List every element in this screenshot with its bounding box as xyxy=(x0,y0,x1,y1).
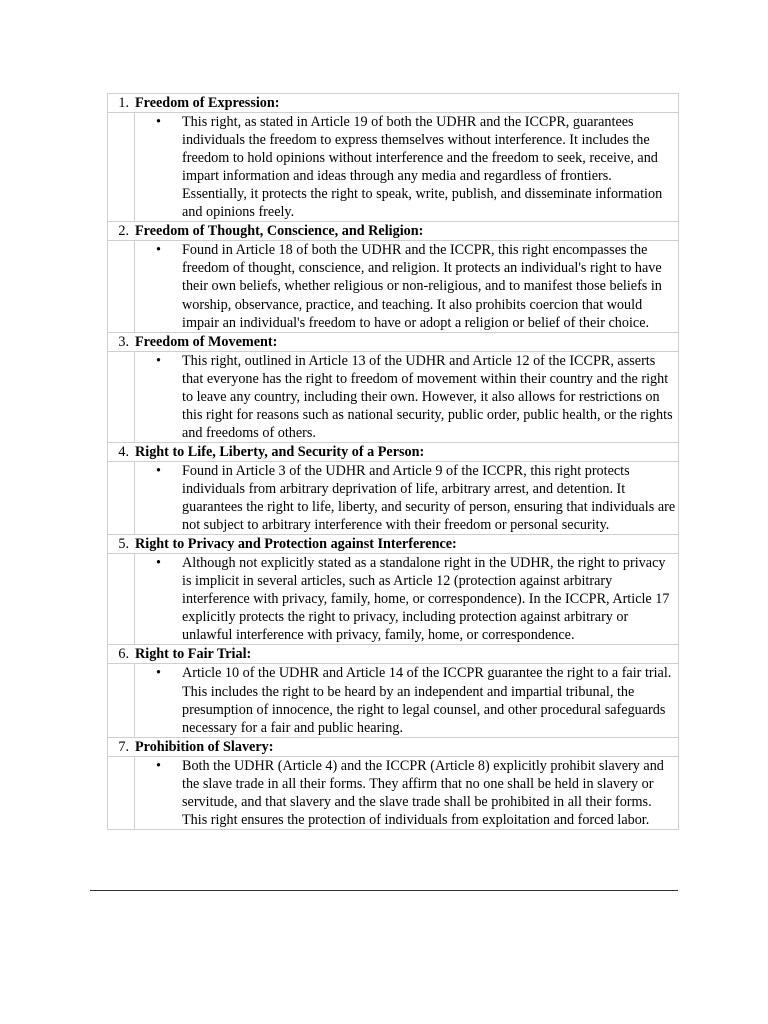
item-body-cell xyxy=(135,664,679,737)
item-body-row xyxy=(108,664,679,737)
item-heading-row xyxy=(108,535,679,554)
rights-table xyxy=(107,93,679,830)
bullet-icon: • xyxy=(156,114,161,131)
table-bottom-rule xyxy=(90,890,678,891)
item-number: 5. xyxy=(118,536,129,553)
bullet-icon: • xyxy=(156,462,161,479)
bullet-icon: • xyxy=(156,665,161,682)
item-title: Freedom of Thought, Conscience, and Religion: xyxy=(135,223,424,240)
bullet-item xyxy=(135,554,678,644)
item-indent-cell xyxy=(108,351,135,442)
item-indent-cell xyxy=(108,461,135,534)
item-number: 3. xyxy=(118,333,129,350)
item-indent-cell xyxy=(108,664,135,737)
bullet-item xyxy=(135,113,678,221)
bullet-item xyxy=(135,241,678,331)
item-body-row xyxy=(108,756,679,829)
item-number: 1. xyxy=(118,95,129,111)
item-heading xyxy=(108,332,679,351)
item-heading xyxy=(108,535,679,554)
item-title: Prohibition of Slavery: xyxy=(135,738,274,755)
bullet-icon: • xyxy=(156,555,161,572)
item-title: Right to Privacy and Protection against Interference: xyxy=(135,536,457,553)
item-body-row xyxy=(108,461,679,534)
item-heading-row xyxy=(108,94,679,113)
item-heading-row xyxy=(108,737,679,756)
bullet-icon: • xyxy=(156,242,161,259)
bullet-icon: • xyxy=(156,757,161,774)
item-body-cell xyxy=(135,461,679,534)
bullet-item xyxy=(135,462,678,534)
item-number: 2. xyxy=(118,223,129,240)
item-body-cell xyxy=(135,554,679,645)
item-number: 6. xyxy=(118,646,129,663)
item-title: Right to Fair Trial: xyxy=(135,646,252,663)
item-heading xyxy=(108,222,679,241)
item-indent-cell xyxy=(108,756,135,829)
item-heading xyxy=(108,737,679,756)
item-indent-cell xyxy=(108,113,135,222)
bullet-item xyxy=(135,757,678,829)
bullet-item xyxy=(135,664,678,736)
item-heading-row xyxy=(108,222,679,241)
item-heading-row xyxy=(108,332,679,351)
item-heading xyxy=(108,442,679,461)
item-body-row xyxy=(108,241,679,332)
item-body-text: Found in Article 18 of both the UDHR and the ICCPR, this right encompasses the freedom of thought, conscience, and religion. It protects an individual's right to have their own beliefs, whether religious or non-religious, and to manifest those beliefs in worship, observance, practice, and teaching. It also prohibits coercion that would impair an individual's freedom to have or adopt a religion or belief of their choice. xyxy=(182,242,662,331)
item-heading-row xyxy=(108,442,679,461)
item-body-text: This right, as stated in Article 19 of both the UDHR and the ICCPR, guarantees individuals the freedom to express themselves without interference. It includes the freedom to hold opinions without interference and the freedom to seek, receive, and impart information and ideas through any media and regardless of frontiers. Essentially, it protects the right to speak, write, publish, and disseminate information and opinions freely. xyxy=(182,114,663,221)
item-body-cell xyxy=(135,113,679,222)
item-body-text: Found in Article 3 of the UDHR and Article 9 of the ICCPR, this right protects individuals from arbitrary deprivation of life, arbitrary arrest, and detention. It guarantees the right to life, liberty, and security of person, ensuring that individuals are not subject to arbitrary interference with their freedom or personal security. xyxy=(182,462,676,534)
item-body-text: This right, outlined in Article 13 of the UDHR and Article 12 of the ICCPR, asserts that everyone has the right to freedom of movement within their country and the right to leave any country, including their own. However, it also allows for restrictions on this right for reasons such as national security, public order, public health, or the rights and freedoms of others. xyxy=(182,352,673,441)
item-indent-cell xyxy=(108,241,135,332)
bullet-item xyxy=(135,352,678,442)
item-body-cell xyxy=(135,241,679,332)
item-title: Freedom of Expression: xyxy=(135,95,280,111)
item-number: 4. xyxy=(118,443,129,460)
item-heading-row xyxy=(108,645,679,664)
item-body-row xyxy=(108,554,679,645)
item-heading xyxy=(108,94,679,113)
bullet-icon: • xyxy=(156,352,161,369)
item-title: Freedom of Movement: xyxy=(135,333,278,350)
item-heading xyxy=(108,645,679,664)
item-body-row xyxy=(108,113,679,222)
item-body-cell xyxy=(135,756,679,829)
item-body-row xyxy=(108,351,679,442)
item-body-text: Article 10 of the UDHR and Article 14 of the ICCPR guarantee the right to a fair trial. This includes the right to be heard by an independent and impartial tribunal, the presumption of innocence, the right to legal counsel, and other procedural safeguards necessary for a fair and public hearing. xyxy=(182,665,672,736)
item-body-cell xyxy=(135,351,679,442)
item-number: 7. xyxy=(118,738,129,755)
item-body-text: Both the UDHR (Article 4) and the ICCPR (Article 8) explicitly prohibit slavery and the slave trade in all their forms. They affirm that no one shall be held in slavery or servitude, and that slavery and the slave trade shall be prohibited in all their forms. This right ensures the protection of individuals from exploitation and forced labor. xyxy=(182,757,664,828)
item-indent-cell xyxy=(108,554,135,645)
item-title: Right to Life, Liberty, and Security of a Person: xyxy=(135,443,425,460)
item-body-text: Although not explicitly stated as a standalone right in the UDHR, the right to privacy is implicit in several articles, such as Article 12 (protection against arbitrary interference with privacy, family, home, or correspondence). In the ICCPR, Article 17 explicitly protects the right to privacy, including protection against arbitrary or unlawful interference with privacy, family, home, or correspondence. xyxy=(182,555,670,644)
